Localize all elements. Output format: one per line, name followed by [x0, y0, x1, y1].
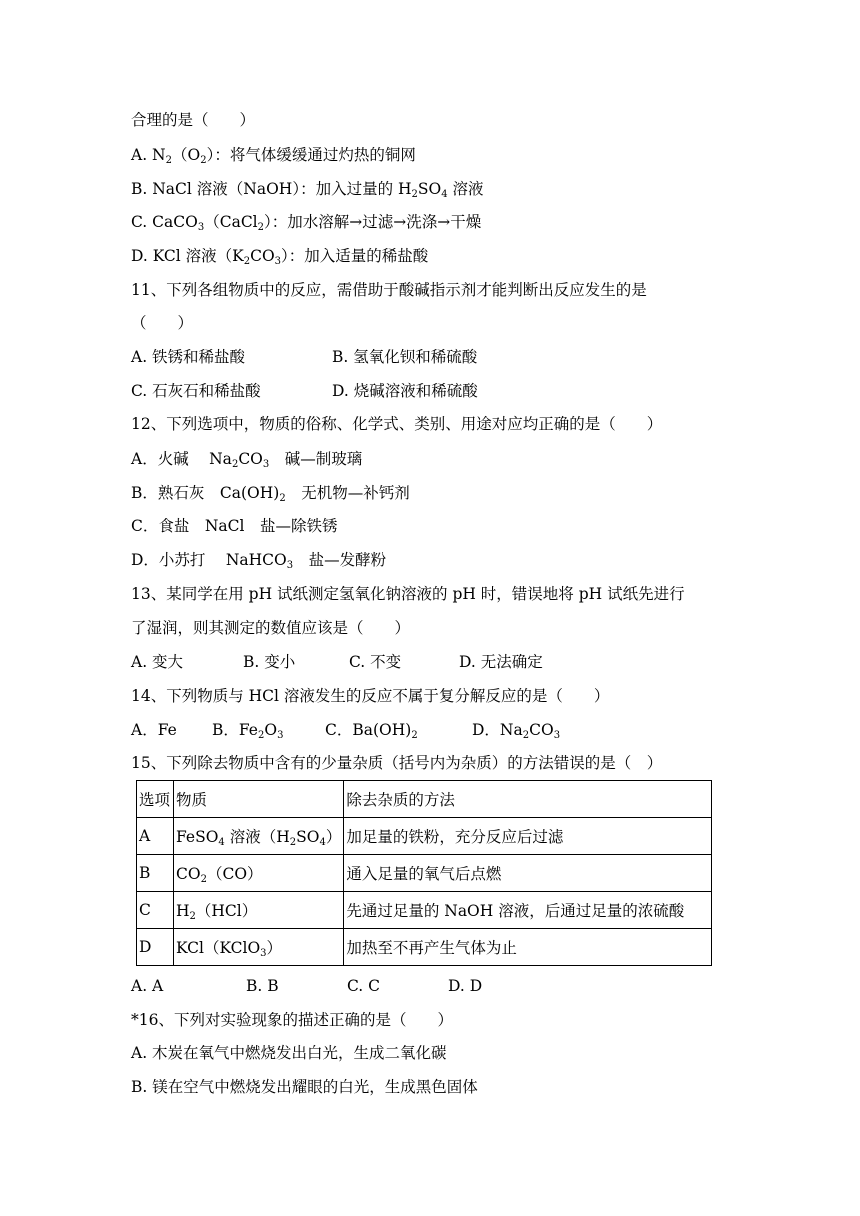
q13-option-d: D. 无法确定: [459, 653, 543, 671]
q13-option-b: B. 变小: [243, 653, 296, 671]
q10-stem-tail: 合理的是（ ）: [131, 111, 256, 129]
q11-option-d: D. 烧碱溶液和稀硫酸: [332, 382, 478, 400]
table-cell-option: D: [137, 929, 174, 966]
q10-option-d: D. KCl 溶液$(K_2CO_3)$：加入适量的稀盐酸: [131, 247, 429, 267]
q12-option-d: D．小苏打 NaHCO$_3$ 盐—发酵粉: [131, 551, 387, 571]
q13-stem-line1: 13、某同学在用 pH 试纸测定氢氧化钠溶液的 pH 时，错误地将 pH 试纸先进行: [131, 585, 685, 603]
q15-option-d: D. D: [448, 977, 483, 995]
table-cell-substance: $H_2(HCl)$: [174, 892, 344, 929]
q13-option-c: C. 不变: [349, 653, 402, 671]
q13-option-a: A. 变大: [131, 653, 184, 671]
table-cell-option: C: [137, 892, 174, 929]
q11-stem: 11、下列各组物质中的反应，需借助于酸碱指示剂才能判断出反应发生的是: [131, 281, 647, 299]
q14-stem: 14、下列物质与 HCl 溶液发生的反应不属于复分解反应的是（ ）: [131, 687, 610, 705]
q11-option-c: C. 石灰石和稀盐酸: [131, 382, 261, 400]
q16-option-b: B. 镁在空气中燃烧发出耀眼的白光，生成黑色固体: [131, 1078, 478, 1096]
q15-option-a: A. A: [131, 977, 164, 995]
q15-options-table: [136, 780, 712, 966]
q12-option-a: A．火碱 $Na_2CO_3$ 碱—制玻璃: [131, 450, 363, 470]
q16-option-a: A. 木炭在氧气中燃烧发出白光，生成二氧化碳: [131, 1044, 447, 1062]
table-cell-option: A: [137, 818, 174, 855]
q14-option-d: D．$Na_2CO_3$: [472, 721, 561, 741]
table-header-cell: 选项: [137, 781, 174, 818]
q12-option-b: B．熟石灰 $Ca(OH)_2$ 无机物—补钙剂: [131, 484, 410, 504]
table-cell-option: B: [137, 855, 174, 892]
table-cell-method: 先通过足量的 NaOH 溶液，后通过足量的浓硫酸: [344, 892, 712, 929]
table-cell-substance: $CO_2(CO)$: [174, 855, 344, 892]
q11-option-a: A. 铁锈和稀盐酸: [131, 348, 246, 366]
table-header-cell: 物质: [174, 781, 344, 818]
q14-option-b: B．$Fe_2O_3$: [212, 721, 284, 741]
q12-stem: 12、下列选项中，物质的俗称、化学式、类别、用途对应均正确的是（ ）: [131, 415, 663, 433]
table-cell-substance: FeSO$_4$ 溶液$(H_2SO_4)$: [174, 818, 344, 855]
q10-option-b: B. NaCl 溶液（NaOH）：加入过量的 $H_2SO_4$ 溶液: [131, 180, 484, 200]
table-row: [137, 818, 712, 855]
q15-option-b: B. B: [246, 977, 279, 995]
table-header-cell: 除去杂质的方法: [344, 781, 712, 818]
table-row: [137, 892, 712, 929]
q13-stem-line2: 了湿润，则其测定的数值应该是（ ）: [131, 619, 411, 637]
q12-option-c: C．食盐 NaCl 盐—除铁锈: [131, 517, 338, 535]
q10-option-a: A. $N_2(O_2)$：将气体缓缓通过灼热的铜网: [131, 146, 416, 166]
q10-option-c: C. CaCO$_3$（CaCl$_2$）：加水溶解→过滤→洗涤→干燥: [131, 213, 482, 233]
q11-bracket: （ ）: [131, 314, 194, 332]
table-row: [137, 855, 712, 892]
q14-option-a: A．Fe: [131, 721, 177, 739]
table-header-row: [137, 781, 712, 818]
table-cell-method: 加足量的铁粉，充分反应后过滤: [344, 818, 712, 855]
q14-option-c: C．$Ba(OH)_2$: [325, 721, 418, 741]
table-row: [137, 929, 712, 966]
table-cell-substance: KCl（KClO$_3$）: [174, 929, 344, 966]
q15-stem: 15、下列除去物质中含有的少量杂质（括号内为杂质）的方法错误的是（ ）: [131, 754, 663, 772]
q16-stem: *16、下列对实验现象的描述正确的是（ ）: [131, 1011, 453, 1029]
q15-option-c: C. C: [347, 977, 381, 995]
table-cell-method: 通入足量的氧气后点燃: [344, 855, 712, 892]
table-cell-method: 加热至不再产生气体为止: [344, 929, 712, 966]
q11-option-b: B. 氢氧化钡和稀硫酸: [332, 348, 478, 366]
